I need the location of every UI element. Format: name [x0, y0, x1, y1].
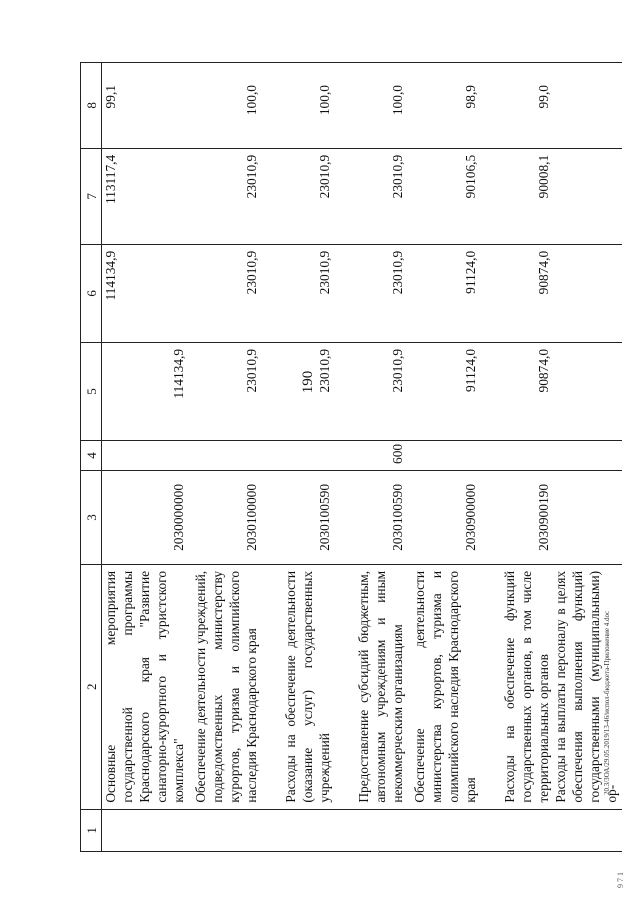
column-number: 8 [81, 63, 102, 149]
column-number: 1 [81, 809, 102, 851]
column-number: 6 [81, 244, 102, 342]
table-row [406, 63, 479, 852]
executed-amount: 23010,9 [187, 148, 260, 244]
table-header-row [81, 63, 102, 852]
page-corner-mark: 9 7 1 [616, 872, 625, 888]
refined-amount: 23010,9 [187, 244, 260, 342]
expense-type [102, 441, 188, 471]
row-number-cell [260, 809, 333, 851]
approved-amount: 114134,9 [102, 342, 188, 440]
row-number-cell [333, 809, 406, 851]
target-code [552, 470, 622, 564]
execution-percent: 100,0 [260, 63, 333, 149]
target-code: 2030100590 [260, 470, 333, 564]
target-code: 2030000000 [102, 470, 188, 564]
execution-percent: 100,0 [333, 63, 406, 149]
approved-amount: 23010,9 [333, 342, 406, 440]
target-code: 2030900190 [479, 470, 552, 564]
table-row [479, 63, 552, 852]
expense-name: Расходы на обеспечение функций государственных органов, в том числе территориальных органов [479, 564, 552, 809]
table-row [333, 63, 406, 852]
expense-name: Расходы на выплаты персоналу в целях обеспечения выполнения функций государственными (муниципальными) ор- [552, 564, 622, 809]
approved-amount: 90874,0 [479, 342, 552, 440]
approved-amount [552, 342, 622, 440]
execution-percent: 99,1 [102, 63, 188, 149]
expense-type: 600 [333, 441, 406, 471]
refined-amount: 91124,0 [406, 244, 479, 342]
column-number: 2 [81, 564, 102, 809]
column-number: 3 [81, 470, 102, 564]
target-code: 2030100590 [333, 470, 406, 564]
refined-amount [552, 244, 622, 342]
execution-percent: 98,9 [406, 63, 479, 149]
expense-type [406, 441, 479, 471]
row-number-cell [187, 809, 260, 851]
execution-percent: 100,0 [187, 63, 260, 149]
expense-type [260, 441, 333, 471]
refined-amount: 90874,0 [479, 244, 552, 342]
row-number-cell [552, 809, 622, 851]
row-number-cell [406, 809, 479, 851]
approved-amount: 23010,9 [187, 342, 260, 440]
column-number: 4 [81, 441, 102, 471]
executed-amount [552, 148, 622, 244]
expense-type [552, 441, 622, 471]
refined-amount: 23010,9 [333, 244, 406, 342]
row-number-cell [479, 809, 552, 851]
expense-name: Расходы на обеспечение деятельности (оказание услуг) государственных учреждений [260, 564, 333, 809]
expense-name: Обеспечение деятельности учреждений, подведомственных министерству курортов, туризма и олимпийского наследия Краснодарского края [187, 564, 260, 809]
expense-name: Обеспечение деятельности министерства курортов, туризма и олимпийского наследия Краснодарского края [406, 564, 479, 809]
table-row [260, 63, 333, 852]
executed-amount: 90106,5 [406, 148, 479, 244]
table-row [552, 63, 622, 852]
expense-name: Предоставление субсидий бюджетным, автономным учреждениям и иным некоммерческим организациям [333, 564, 406, 809]
column-number: 7 [81, 148, 102, 244]
expense-type [187, 441, 260, 471]
approved-amount: 91124,0 [406, 342, 479, 440]
column-number: 5 [81, 342, 102, 440]
table-row [102, 63, 188, 852]
executed-amount: 90008,1 [479, 148, 552, 244]
page-number: 190 [300, 370, 316, 394]
expense-name: Основные мероприятия государственной программы Краснодарского края "Развитие санаторно-курортного и туристского комплекса" [102, 564, 188, 809]
expense-type [479, 441, 552, 471]
execution-percent: 99,0 [479, 63, 552, 149]
document-file-path: 20.3/ЗОА/29.05.2019/13-46/испол-бюджета-Приложение 4.doc [603, 610, 611, 795]
approved-amount: 23010,9 [260, 342, 333, 440]
execution-percent [552, 63, 622, 149]
executed-amount: 23010,9 [260, 148, 333, 244]
executed-amount: 23010,9 [333, 148, 406, 244]
refined-amount: 23010,9 [260, 244, 333, 342]
executed-amount: 113117,4 [102, 148, 188, 244]
target-code: 2030100000 [187, 470, 260, 564]
target-code: 2030900000 [406, 470, 479, 564]
row-number-cell [102, 809, 188, 851]
table-row [187, 63, 260, 852]
refined-amount: 114134,9 [102, 244, 188, 342]
